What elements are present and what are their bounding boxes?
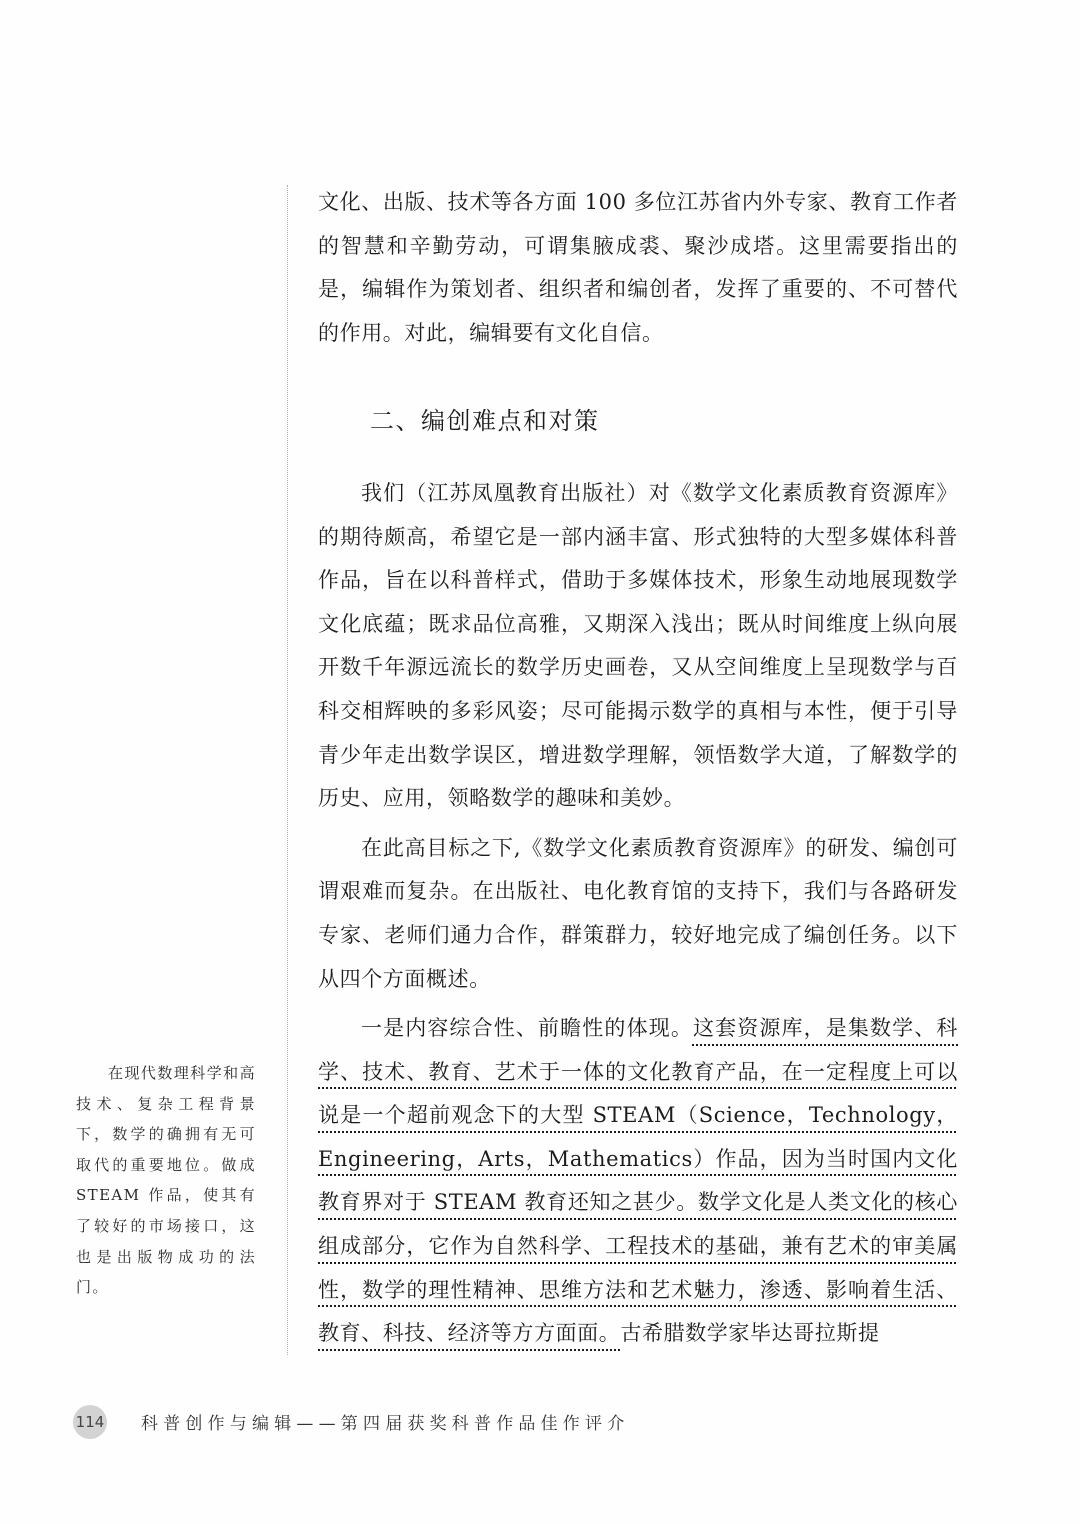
paragraph-tail: 古希腊数学家毕达哥拉斯提 [620,1321,880,1346]
paragraph-continuation: 文化、出版、技术等各方面 100 多位江苏省内外专家、教育工作者的智慧和辛勤劳动，可谓集腋成裘、聚沙成塔。这里需要指出的是，编辑作为策划者、组织者和编创者，发挥了重要的、不可替代的作用。对此，编辑要有文化自信。 [318,190,958,345]
paragraph-content-integration [318,1007,958,1356]
sidenote [76,1058,256,1303]
emphasized-passage: 这套资源库，是集数学、科学、技术、教育、艺术于一体的文化教育产品，在一定程度上可以说是一个超前观念下的大型 STEAM（Science，Technology，Engineering，Arts，Mathematics）作品，因为当时国内文化教育界对于 STEAM 教育还知之甚少。数学文化是人类文化的核心组成部分，它作为自然科学、工程技术的基础，兼有艺术的审美属性，数学的理性精神、思维方法和艺术魅力，渗透、影响着生活、教育、科技、经济等方方面面。 [318,1016,959,1346]
margin-divider [287,185,288,1355]
sidenote-text: 在现代数理科学和高技术、复杂工程背景下，数学的确拥有无可取代的重要地位。做成 STEAM 作品，使其有了较好的市场接口，这也是出版物成功的法门。 [76,1064,256,1297]
page-number: 114 [73,1405,107,1439]
main-text-column [318,181,958,1356]
paragraph-expectations: 我们（江苏凤凰教育出版社）对《数学文化素质教育资源库》的期待颇高，希望它是一部内涵丰富、形式独特的大型多媒体科普作品，旨在以科普样式，借助于多媒体技术，形象生动地展现数学文化底蕴；既求品位高雅，又期深入浅出；既从时间维度上纵向展开数千年源远流长的数学历史画卷，又从空间维度上呈现数学与百科交相辉映的多彩风姿；尽可能揭示数学的真相与本性，便于引导青少年走出数学误区，增进数学理解，领悟数学大道，了解数学的历史、应用，领略数学的趣味和美妙。 [318,480,958,811]
running-title: 科普创作与编辑——第四届获奖科普作品佳作评介 [141,1414,630,1434]
paragraph-lead-phrase: 一是内容综合性、前瞻性的体现。 [361,1016,693,1041]
section-heading: 二、编创难点和对策 [370,407,600,436]
paragraph-difficulty: 在此高目标之下,《数学文化素质教育资源库》的研发、编创可谓艰难而复杂。在出版社、电化教育馆的支持下，我们与各路研发专家、老师们通力合作，群策群力，较好地完成了编创任务。以下从四个方面概述。 [318,835,958,991]
